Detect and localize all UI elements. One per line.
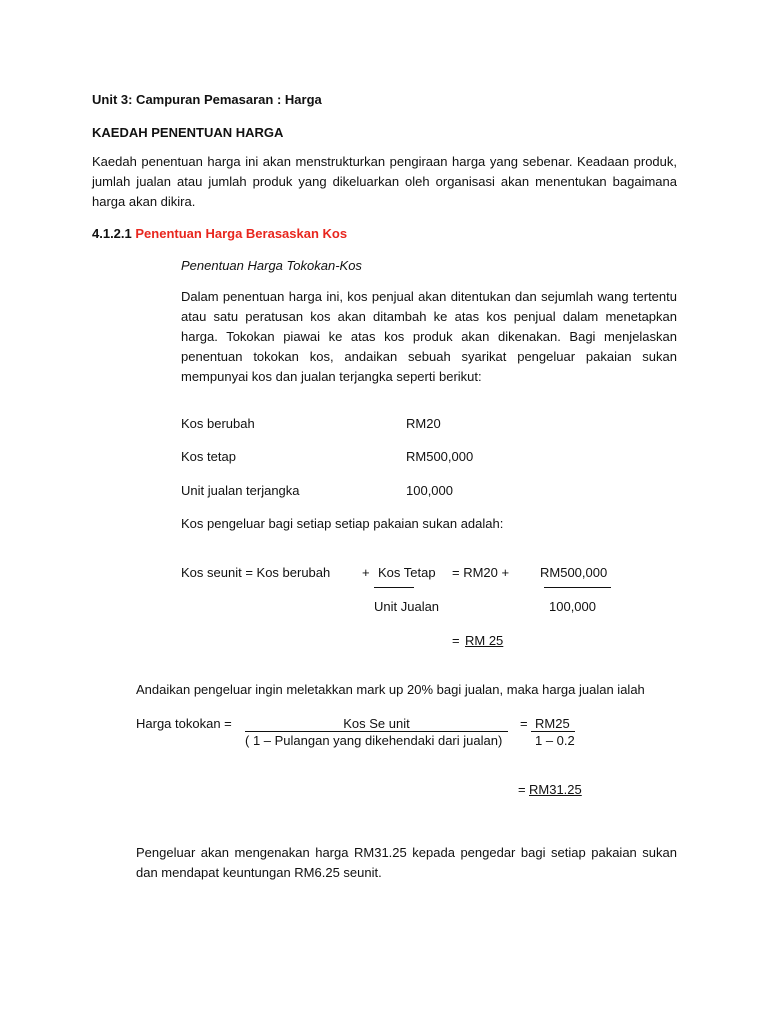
formula1-result-equals: = bbox=[452, 633, 460, 648]
markup-intro: Andaikan pengeluar ingin meletakkan mark up 20% bagi jualan, maka harga jualan ialah bbox=[136, 682, 645, 697]
cost-label: Kos berubah bbox=[181, 416, 255, 431]
formula1-result: RM 25 bbox=[465, 633, 504, 648]
formula1-numerator-value: RM500,000 bbox=[540, 565, 608, 580]
formula2-equals: = bbox=[520, 716, 528, 731]
formula2-lhs: Harga tokokan = bbox=[136, 716, 232, 731]
formula2-result-equals: = bbox=[518, 782, 526, 797]
formula2-numerator: Kos Se unit bbox=[343, 716, 410, 731]
conclusion-paragraph: Pengeluar akan mengenakan harga RM31.25 kepada pengedar bagi setiap pakaian sukan dan mendapat keuntungan RM6.25 seunit. bbox=[136, 845, 677, 880]
formula1-plus: + bbox=[362, 565, 370, 580]
cost-value: RM20 bbox=[406, 416, 441, 431]
formula2-numerator-value: RM25 bbox=[535, 716, 570, 731]
cost-value: 100,000 bbox=[406, 483, 453, 498]
subsection-body: Dalam penentuan harga ini, kos penjual akan ditentukan dan sejumlah wang tertentu atau satu peratusan kos akan ditambah ke atas kos penjual dalam menetapkan harga. Tokokan piawai ke atas kos produk akan dikenakan. Bagi menjelaskan penentuan tokokan kos, andaikan sebuah syarikat pengeluar pakaian sukan mempunyai kos dan jualan terjangka seperti berikut: bbox=[181, 289, 677, 384]
section-number: 4.1.2.1 bbox=[92, 226, 132, 241]
formula1-denominator-value: 100,000 bbox=[549, 599, 596, 614]
cost-label: Kos tetap bbox=[181, 449, 236, 464]
section-title bbox=[92, 224, 347, 244]
unit-title: Unit 3: Campuran Pemasaran : Harga bbox=[92, 92, 322, 107]
formula1-lhs: Kos seunit = Kos berubah bbox=[181, 565, 331, 580]
formula2-denominator-value: 1 – 0.2 bbox=[535, 733, 575, 748]
formula1-value-fraction-bar bbox=[544, 587, 611, 588]
formula1-numerator: Kos Tetap bbox=[378, 565, 436, 580]
cost-value: RM500,000 bbox=[406, 449, 474, 464]
formula1-fraction-bar bbox=[374, 587, 414, 588]
formula2-result: RM31.25 bbox=[529, 782, 582, 797]
cost-label: Unit jualan terjangka bbox=[181, 483, 300, 498]
intro-paragraph: Kaedah penentuan harga ini akan menstrukturkan pengiraan harga yang sebenar. Keadaan produk, jumlah jualan atau jumlah produk yang dikeluarkan oleh organisasi akan menentukan bagaimana harga akan dikira. bbox=[92, 154, 677, 209]
formula1-denominator: Unit Jualan bbox=[374, 599, 440, 614]
section-heading: KAEDAH PENENTUAN HARGA bbox=[92, 125, 284, 140]
cost-intro: Kos pengeluar bagi setiap setiap pakaian sukan adalah: bbox=[181, 516, 504, 531]
section-title-text: Penentuan Harga Berasaskan Kos bbox=[135, 226, 348, 241]
formula2-denominator: ( 1 – Pulangan yang dikehendaki dari jualan) bbox=[245, 733, 503, 748]
formula1-equals: = RM20 + bbox=[452, 565, 510, 580]
subsection-title: Penentuan Harga Tokokan-Kos bbox=[181, 258, 362, 273]
